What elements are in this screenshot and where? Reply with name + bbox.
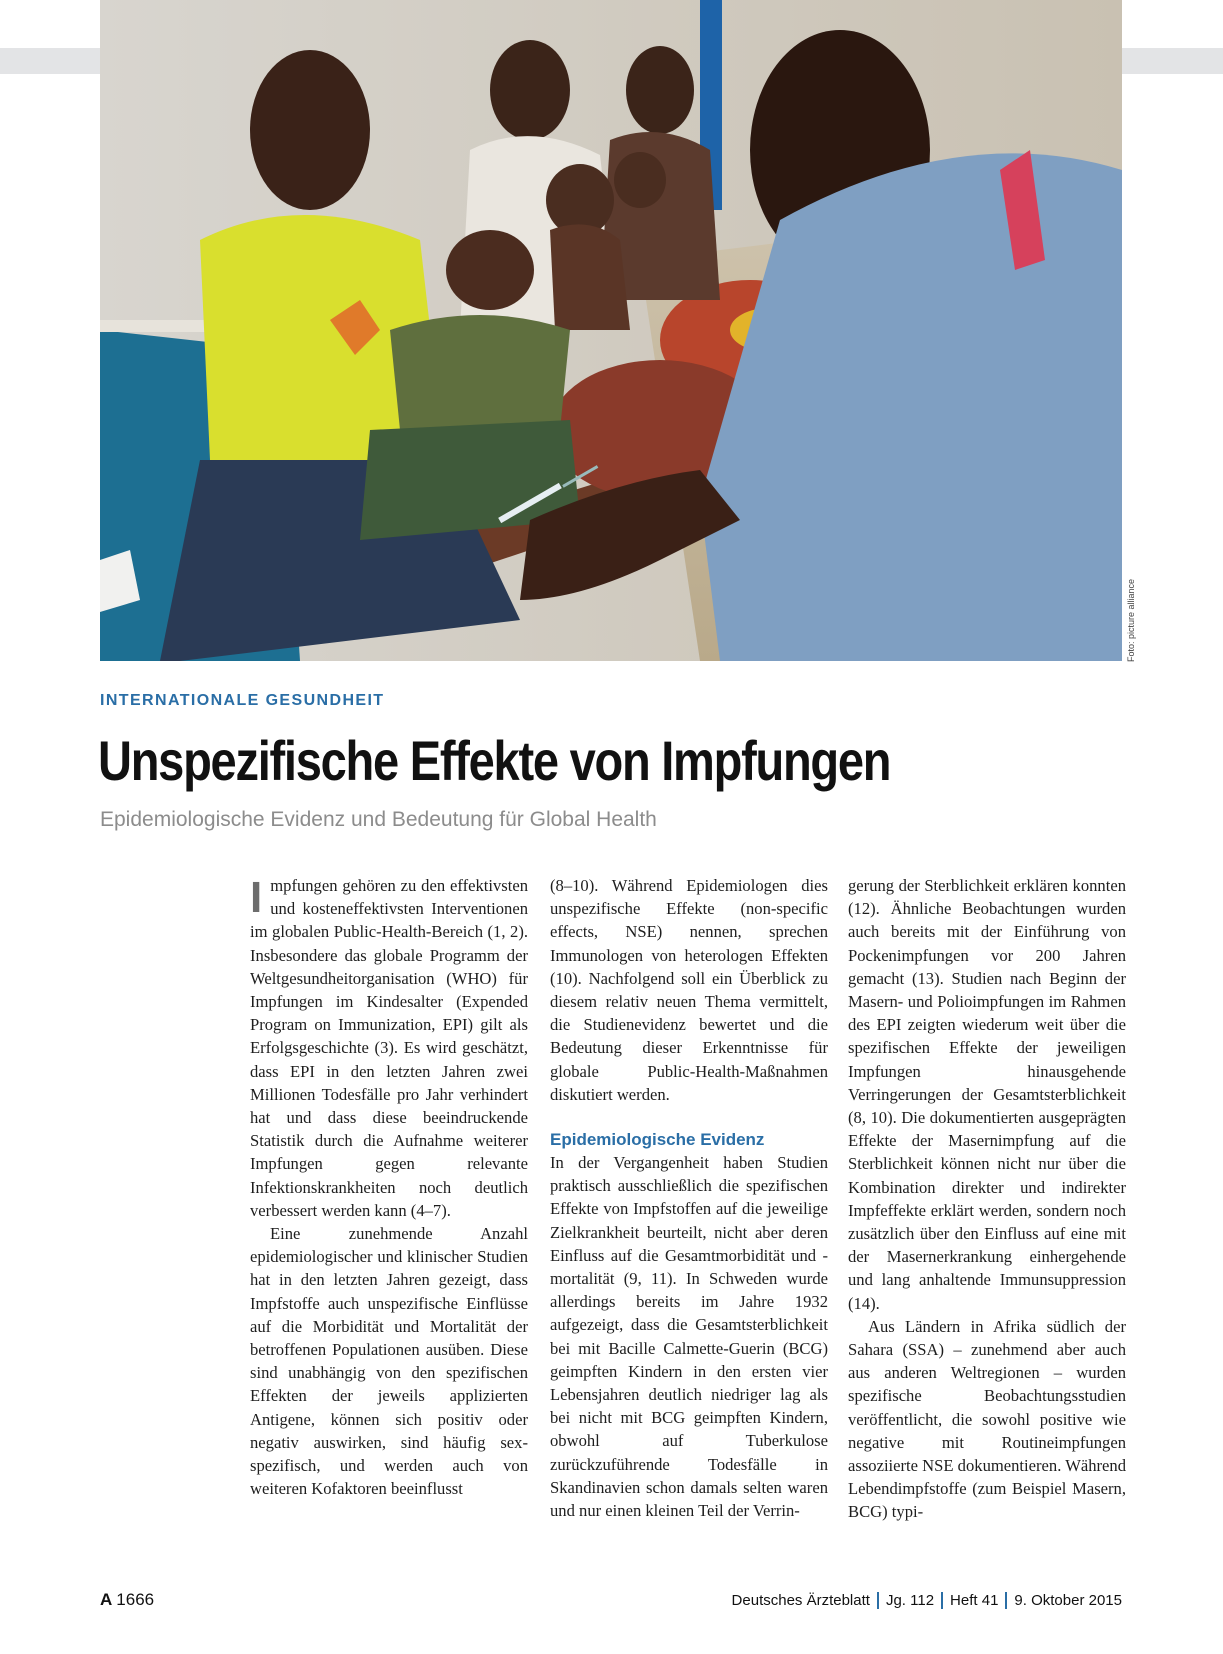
separator	[877, 1592, 879, 1609]
section-heading: Epidemiologische Evidenz	[550, 1130, 765, 1150]
body-paragraph: Impfungen gehören zu den effektivsten und kosteneffektivsten Interventionen im globalen Public-Health-Bereich (1, 2). Insbesondere das globale Programm der Weltgesundheitorganisation (WHO) für Impfungen im Kindesalter (Expended Program on Immunization, EPI) gilt als Erfolgsgeschichte (3). Es wird geschätzt, dass EPI in den letzten Jahren zwei Millionen Todesfälle pro Jahr verhindert hat und dass diese beeindruckende Statistik durch die Aufnahme weiterer Impfungen gegen relevante Infektionskrankheiten noch deutlich verbessert werden kann (4–7).	[250, 873, 528, 1220]
body-paragraph: (8–10). Während Epidemiologen dies unspezifische Effekte (non-specific effects, NSE) nennen, sprechen Immunologen von heterologen Effekten (10). Nachfolgend soll ein Überblick zu diesem relativ neuen Thema vermittelt, die Studienevidenz bewertet und die Bedeutung dieser Erkenntnisse für globale Public-Health-Maßnahmen diskutiert werden.	[550, 876, 828, 1104]
body-column-1	[250, 874, 528, 1500]
journal-volume: Jg. 112	[885, 1592, 935, 1609]
body-column-2	[550, 874, 828, 1522]
drop-cap: I	[250, 873, 263, 922]
photo-credit: Foto: picture alliance	[1126, 578, 1136, 662]
article-title: Unspezifische Effekte von Impfungen	[98, 729, 891, 792]
header-band-left	[0, 48, 100, 74]
page-number-value: 1666	[116, 1590, 155, 1609]
article-subtitle: Epidemiologische Evidenz und Bedeutung für Global Health	[100, 808, 657, 831]
separator	[941, 1592, 943, 1609]
page-prefix: A	[100, 1590, 113, 1609]
page-number	[100, 1590, 154, 1610]
article-rubric: INTERNATIONALE GESUNDHEIT	[100, 692, 385, 709]
body-paragraph: In der Vergangenheit haben Studien praktisch ausschließlich die spezifischen Effekte von Impfstoffen auf die jeweilige Zielkrankheit beurteilt, nicht aber deren Einfluss auf die Gesamtmorbidität und -mortalität (9, 11). In Schweden wurde allerdings bereits im Jahre 1932 aufgezeigt, dass die Gesamtsterblichkeit bei mit Bacille Calmette-Guerin (BCG) geimpften Kindern in den ersten vier Lebensjahren deutlich niedriger lag als bei nicht mit BCG geimpften Kindern, obwohl auf Tuberkulose zurückzuführende Todesfälle in Skandinavien schon damals selten waren und nur einen kleinen Teil der Verrin-	[550, 1153, 828, 1521]
header-band-right	[1122, 48, 1223, 74]
separator	[1005, 1592, 1007, 1609]
journal-name: Deutsches Ärzteblatt	[731, 1592, 870, 1609]
body-paragraph: gerung der Sterblichkeit erklären konnten (12). Ähnliche Beobachtungen wurden auch bereits mit der Einführung von Pockenimpfungen vor 200 Jahren gemacht (13). Studien nach Beginn der Masern- und Polioimpfungen im Rahmen des EPI zeigten wiederum weit über die spezifischen Effekte der jeweiligen Impfungen hinausgehende Verringerungen der Gesamtsterblichkeit (8, 10). Die dokumentierten ausgeprägten Effekte der Masernimpfung auf die Sterblichkeit können nicht nur über die Kombination direkter und indirekter Impfeffekte erklärt werden, sondern noch zusätzlich über den Einfluss auf eine mit der Masernerkrankung einhergehende und lang anhaltende Immunsuppression (14).	[848, 876, 1126, 1313]
body-paragraph: Eine zunehmende Anzahl epidemiologischer und klinischer Studien hat in den letzten Jahren gezeigt, dass Impfstoffe auch unspezifische Einflüsse auf die Morbidität und Mortalität der betroffenen Populationen ausüben. Diese sind unabhängig von den spezifischen Effekten der jeweils applizierten Antigene, können sich positiv oder negativ auswirken, sind häufig sex-spezifisch, und werden auch von weiteren Kofaktoren beeinflusst	[250, 1224, 528, 1499]
journal-date: 9. Oktober 2015	[1014, 1592, 1122, 1609]
journal-issue: Heft 41	[950, 1592, 999, 1609]
journal-info	[732, 1592, 1122, 1609]
body-paragraph: Aus Ländern in Afrika südlich der Sahara (SSA) – zunehmend aber auch aus anderen Weltregionen – wurden spezifische Beobachtungsstudien veröffentlicht, die sowohl positive wie negative mit Routineimpfungen assoziierte NSE dokumentieren. Während Lebendimpfstoffe (zum Beispiel Masern, BCG) typi-	[848, 1316, 1127, 1522]
body-column-3	[848, 874, 1126, 1524]
article-photo	[100, 0, 1122, 661]
